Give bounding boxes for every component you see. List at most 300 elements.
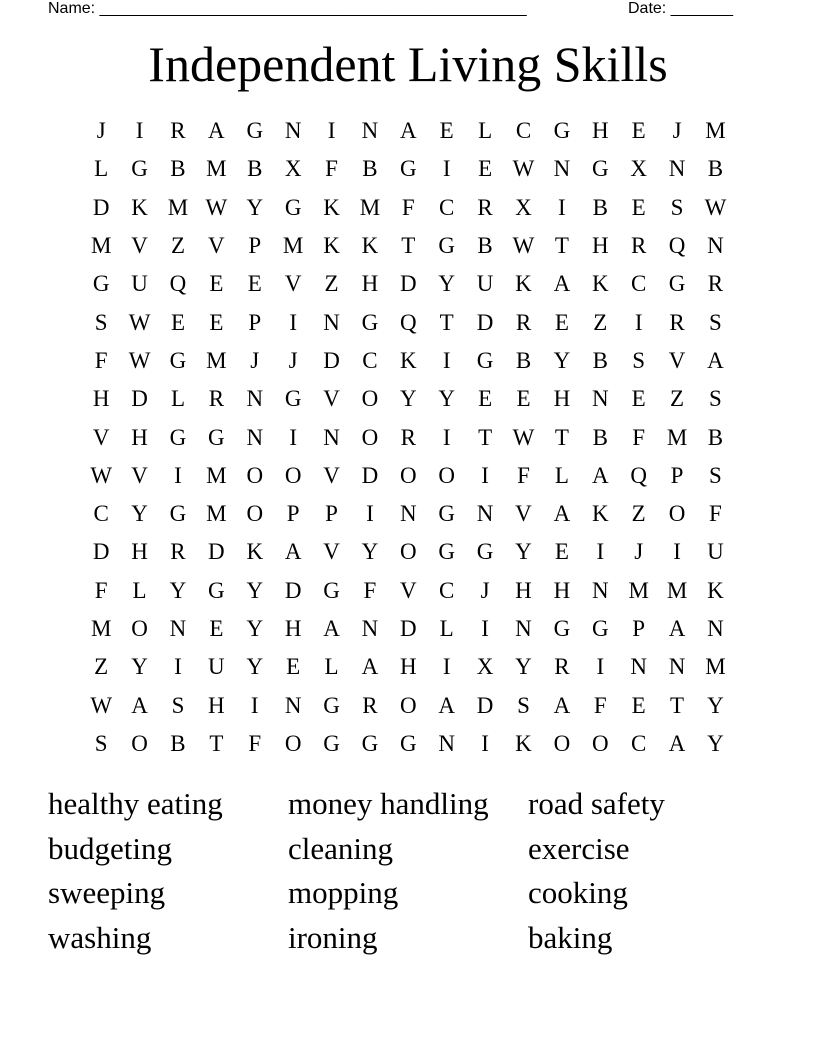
grid-letter: O	[284, 462, 302, 488]
grid-letter: D	[208, 539, 225, 565]
grid-letter: J	[672, 118, 682, 144]
date-field-label: Date: _______	[628, 0, 733, 17]
grid-letter: J	[480, 577, 490, 603]
grid-letter: H	[131, 539, 148, 565]
grid-letter: E	[170, 309, 185, 335]
grid-letter: N	[400, 501, 417, 527]
grid-letter: Y	[169, 577, 187, 603]
grid-letter: V	[668, 347, 686, 373]
grid-letter: L	[132, 577, 147, 603]
grid-letter: D	[323, 347, 340, 373]
grid-letter: U	[707, 539, 724, 565]
grid-letter: A	[284, 539, 302, 565]
grid-letter: S	[709, 386, 722, 412]
grid-letter: G	[92, 271, 110, 297]
grid-letter: E	[631, 386, 646, 412]
grid-letter: H	[400, 654, 417, 680]
grid-letter: N	[361, 616, 379, 641]
grid-letter: N	[323, 309, 340, 335]
grid-letter: N	[630, 654, 647, 680]
word-list-item: sweeping	[48, 875, 166, 910]
grid-letter: R	[515, 309, 532, 335]
grid-letter: M	[705, 654, 726, 680]
grid-letter: U	[131, 271, 148, 297]
grid-letter: Y	[131, 501, 148, 527]
grid-letter: W	[512, 156, 535, 182]
grid-letter: T	[670, 692, 685, 718]
grid-letter: G	[208, 424, 225, 450]
grid-letter: G	[553, 118, 571, 144]
grid-letter: L	[324, 654, 339, 680]
grid-letter: R	[707, 271, 724, 297]
grid-letter: K	[515, 271, 532, 297]
grid-letter: V	[323, 539, 340, 565]
grid-letter: S	[709, 462, 722, 488]
grid-letter: G	[246, 118, 264, 144]
grid-letter: V	[400, 577, 417, 603]
grid-letter: Y	[515, 654, 532, 680]
grid-letter: A	[668, 616, 686, 641]
grid-letter: Y	[361, 539, 379, 565]
grid-letter: M	[206, 347, 227, 373]
grid-letter: O	[591, 730, 609, 756]
grid-letter: E	[554, 309, 569, 335]
grid-letter: P	[325, 501, 338, 527]
grid-letter: H	[591, 118, 609, 144]
grid-letter: C	[439, 577, 455, 603]
grid-letter: S	[94, 309, 108, 335]
grid-letter: V	[131, 233, 148, 259]
grid-letter: P	[248, 233, 262, 259]
grid-letter: Y	[246, 194, 264, 220]
grid-letter: I	[289, 309, 297, 335]
grid-letter: I	[558, 194, 566, 220]
grid-letter: T	[439, 309, 454, 335]
grid-letter: Z	[670, 386, 685, 412]
grid-letter: M	[90, 233, 112, 259]
grid-letter: B	[707, 424, 724, 450]
grid-letter: I	[481, 462, 489, 488]
word-list-item: road safety	[528, 786, 665, 821]
grid-letter: R	[170, 539, 186, 565]
grid-letter: S	[517, 692, 530, 718]
grid-letter: K	[246, 539, 264, 565]
grid-letter: A	[400, 118, 417, 144]
grid-letter: G	[668, 271, 686, 297]
grid-letter: W	[128, 309, 151, 335]
grid-letter: Q	[169, 271, 187, 297]
name-field-label: Name: ________________________________________________	[48, 0, 527, 17]
grid-letter: P	[632, 616, 646, 641]
grid-letter: N	[668, 156, 686, 182]
grid-letter: E	[631, 194, 646, 220]
grid-letter: N	[591, 386, 609, 412]
word-list-item: cleaning	[288, 830, 394, 866]
word-list-item: baking	[528, 919, 613, 955]
grid-letter: K	[591, 271, 609, 297]
grid-letter: O	[438, 462, 456, 488]
grid-letter: I	[596, 654, 605, 680]
grid-letter: N	[284, 692, 302, 718]
grid-letter: I	[327, 118, 336, 144]
grid-letter: R	[208, 386, 225, 412]
grid-letter: E	[478, 386, 493, 412]
grid-letter: K	[591, 501, 609, 527]
grid-letter: I	[442, 654, 451, 680]
grid-letter: K	[323, 233, 340, 259]
grid-letter: G	[438, 501, 456, 527]
grid-letter: X	[284, 156, 302, 182]
grid-letter: X	[630, 156, 647, 182]
grid-letter: B	[362, 156, 378, 182]
grid-letter: E	[554, 539, 569, 565]
grid-letter: G	[169, 501, 187, 527]
grid-letter: D	[92, 194, 110, 220]
word-list-item: washing	[48, 919, 152, 955]
grid-letter: C	[93, 501, 109, 527]
grid-letter: W	[128, 347, 151, 373]
grid-letter: Y	[438, 271, 456, 297]
grid-letter: G	[284, 194, 302, 220]
grid-letter: E	[247, 271, 262, 297]
grid-letter: G	[284, 386, 302, 412]
grid-letter: M	[282, 233, 304, 259]
grid-letter: N	[515, 616, 532, 641]
grid-letter: G	[438, 539, 456, 565]
grid-letter: D	[476, 692, 494, 718]
grid-letter: C	[630, 271, 647, 297]
grid-letter: T	[554, 233, 569, 259]
grid-letter: W	[90, 692, 113, 718]
grid-letter: S	[709, 309, 722, 335]
grid-letter: K	[323, 194, 340, 220]
grid-letter: G	[169, 424, 187, 450]
grid-letter: R	[400, 424, 416, 450]
grid-letter: D	[400, 271, 417, 297]
grid-letter: A	[553, 501, 571, 527]
grid-letter: N	[707, 616, 724, 641]
grid-letter: Y	[515, 539, 532, 565]
grid-letter: F	[593, 692, 607, 718]
grid-letter: G	[438, 233, 456, 259]
grid-letter: G	[591, 616, 609, 641]
grid-letter: Y	[246, 654, 264, 680]
grid-letter: N	[476, 501, 494, 527]
grid-letter: D	[361, 462, 379, 488]
grid-letter: Y	[707, 730, 724, 756]
grid-letter: I	[250, 692, 259, 718]
grid-letter: L	[554, 462, 569, 488]
grid-letter: H	[284, 616, 302, 641]
grid-letter: I	[174, 654, 182, 680]
grid-letter: L	[94, 156, 109, 182]
grid-letter: R	[477, 194, 493, 220]
grid-letter: Q	[668, 233, 686, 259]
grid-letter: O	[400, 692, 417, 718]
grid-letter: U	[208, 654, 225, 680]
grid-letter: F	[325, 156, 338, 182]
grid-letter: A	[591, 462, 609, 488]
grid-letter: Y	[246, 577, 264, 603]
grid-letter: G	[553, 616, 571, 641]
grid-letter: Y	[131, 654, 148, 680]
grid-letter: F	[401, 194, 415, 220]
grid-letter: I	[366, 501, 374, 527]
word-list-item: healthy eating	[48, 786, 223, 821]
grid-letter: N	[169, 616, 187, 641]
grid-letter: K	[707, 577, 724, 603]
word-list-item: budgeting	[48, 830, 172, 866]
grid-letter: F	[248, 730, 262, 756]
grid-letter: B	[247, 156, 263, 182]
grid-letter: O	[361, 424, 379, 450]
grid-letter: W	[90, 462, 113, 488]
grid-letter: M	[359, 194, 381, 220]
grid-letter: W	[205, 194, 228, 220]
grid-letter: I	[481, 730, 489, 756]
grid-letter: I	[135, 118, 144, 144]
grid-letter: I	[634, 309, 643, 335]
grid-letter: J	[96, 118, 106, 144]
grid-letter: I	[442, 347, 451, 373]
grid-letter: Y	[438, 386, 456, 412]
grid-letter: O	[400, 462, 417, 488]
grid-letter: M	[206, 156, 227, 182]
grid-letter: V	[92, 424, 110, 450]
grid-letter: I	[596, 539, 605, 565]
grid-letter: R	[170, 118, 186, 144]
grid-letter: B	[170, 156, 186, 182]
grid-letter: D	[284, 577, 302, 603]
grid-letter: O	[361, 386, 379, 412]
grid-letter: O	[131, 730, 148, 756]
grid-letter: T	[554, 424, 569, 450]
grid-letter: E	[516, 386, 531, 412]
grid-letter: W	[512, 233, 535, 259]
grid-letter: G	[476, 539, 494, 565]
grid-letter: B	[477, 233, 493, 259]
grid-letter: C	[630, 730, 647, 756]
grid-letter: B	[592, 347, 608, 373]
grid-letter: F	[94, 577, 108, 603]
grid-letter: U	[476, 271, 494, 297]
grid-letter: A	[438, 692, 456, 718]
word-list	[48, 782, 768, 960]
grid-letter: I	[442, 424, 451, 450]
grid-letter: C	[515, 118, 532, 144]
grid-letter: E	[209, 309, 224, 335]
grid-letter: O	[400, 539, 417, 565]
grid-letter: A	[707, 347, 724, 373]
grid-letter: S	[94, 730, 108, 756]
grid-letter: E	[286, 654, 301, 680]
grid-letter: M	[90, 616, 112, 641]
grid-letter: G	[476, 347, 494, 373]
grid-letter: D	[476, 309, 494, 335]
grid-letter: S	[632, 347, 646, 373]
grid-letter: B	[515, 347, 532, 373]
grid-letter: X	[515, 194, 532, 220]
grid-letter: H	[591, 233, 609, 259]
grid-letter: D	[400, 616, 417, 641]
grid-letter: I	[174, 462, 182, 488]
grid-letter: V	[323, 462, 340, 488]
grid-letter: Y	[246, 616, 264, 641]
grid-letter: G	[591, 156, 609, 182]
grid-letter: J	[634, 539, 644, 565]
grid-letter: L	[478, 118, 493, 144]
grid-letter: D	[131, 386, 148, 412]
grid-letter: N	[591, 577, 609, 603]
grid-letter: J	[288, 347, 298, 373]
grid-letter: N	[668, 654, 686, 680]
grid-letter: F	[632, 424, 646, 450]
grid-letter: I	[673, 539, 681, 565]
grid-letter: S	[171, 692, 185, 718]
grid-letter: G	[361, 730, 379, 756]
grid-letter: A	[553, 271, 571, 297]
grid-letter: K	[515, 730, 532, 756]
grid-letter: F	[517, 462, 530, 488]
grid-letter: H	[131, 424, 148, 450]
grid-letter: O	[246, 462, 264, 488]
grid-letter: V	[131, 462, 148, 488]
grid-letter: Z	[170, 233, 185, 259]
grid-letter: V	[515, 501, 532, 527]
grid-letter: G	[323, 692, 340, 718]
word-list-item: ironing	[288, 919, 378, 955]
grid-letter: Z	[631, 501, 646, 527]
grid-letter: O	[131, 616, 148, 641]
grid-letter: G	[208, 577, 225, 603]
grid-letter: E	[478, 156, 493, 182]
grid-letter: Y	[553, 347, 571, 373]
grid-letter: W	[512, 424, 535, 450]
grid-letter: I	[481, 616, 489, 641]
word-list-item: exercise	[528, 830, 630, 866]
header-line	[48, 0, 733, 18]
grid-letter: B	[170, 730, 186, 756]
word-list-item: money handling	[288, 786, 489, 821]
grid-letter: O	[284, 730, 302, 756]
grid-letter: Y	[400, 386, 417, 412]
grid-letter: L	[439, 616, 454, 641]
grid-letter: H	[553, 386, 571, 412]
grid-letter: D	[92, 539, 110, 565]
grid-letter: F	[94, 347, 108, 373]
grid-letter: Y	[707, 692, 724, 718]
grid-letter: N	[246, 386, 264, 412]
grid-letter: R	[362, 692, 378, 718]
letter-grid	[82, 112, 735, 763]
grid-letter: Z	[593, 309, 608, 335]
grid-letter: F	[709, 501, 722, 527]
grid-letter: O	[553, 730, 571, 756]
grid-letter: J	[250, 347, 260, 373]
grid-letter: Q	[400, 309, 417, 335]
grid-letter: X	[476, 654, 494, 680]
grid-letter: M	[167, 194, 189, 220]
grid-letter: A	[361, 654, 379, 680]
grid-letter: M	[206, 501, 227, 527]
grid-letter: E	[631, 118, 646, 144]
grid-letter: T	[209, 730, 224, 756]
grid-letter: A	[323, 616, 340, 641]
grid-letter: M	[666, 577, 688, 603]
grid-letter: I	[442, 156, 451, 182]
grid-letter: H	[361, 271, 379, 297]
grid-letter: P	[286, 501, 300, 527]
grid-letter: R	[554, 654, 570, 680]
grid-letter: H	[92, 386, 110, 412]
grid-letter: K	[361, 233, 379, 259]
grid-letter: B	[592, 424, 608, 450]
grid-letter: N	[553, 156, 571, 182]
grid-letter: B	[592, 194, 608, 220]
grid-letter: Z	[324, 271, 339, 297]
grid-letter: V	[323, 386, 340, 412]
grid-letter: N	[246, 424, 264, 450]
grid-letter: A	[131, 692, 148, 718]
grid-letter: H	[208, 692, 225, 718]
grid-letter: P	[248, 309, 262, 335]
grid-letter: H	[553, 577, 571, 603]
grid-letter: B	[707, 156, 724, 182]
grid-letter: N	[707, 233, 724, 259]
grid-letter: V	[284, 271, 302, 297]
word-list-item: mopping	[288, 875, 399, 910]
grid-letter: R	[669, 309, 685, 335]
grid-letter: C	[439, 194, 455, 220]
grid-letter: F	[363, 577, 377, 603]
grid-letter: E	[439, 118, 454, 144]
grid-letter: V	[208, 233, 225, 259]
grid-letter: G	[400, 730, 417, 756]
grid-letter: G	[131, 156, 148, 182]
grid-letter: K	[131, 194, 148, 220]
grid-letter: O	[246, 501, 264, 527]
grid-letter: G	[400, 156, 417, 182]
grid-letter: R	[630, 233, 647, 259]
grid-letter: H	[515, 577, 532, 603]
grid-letter: K	[400, 347, 417, 373]
grid-letter: G	[323, 730, 340, 756]
word-list-item: cooking	[528, 875, 628, 910]
grid-letter: A	[208, 118, 225, 144]
grid-letter: Z	[94, 654, 109, 680]
grid-letter: N	[438, 730, 456, 756]
grid-letter: L	[170, 386, 185, 412]
grid-letter: P	[670, 462, 684, 488]
grid-letter: T	[478, 424, 493, 450]
grid-letter: N	[323, 424, 340, 450]
grid-letter: I	[289, 424, 297, 450]
grid-letter: E	[631, 692, 646, 718]
grid-letter: M	[206, 462, 227, 488]
grid-letter: G	[361, 309, 379, 335]
grid-letter: G	[169, 347, 187, 373]
grid-letter: A	[553, 692, 571, 718]
grid-letter: N	[284, 118, 302, 144]
grid-letter: Q	[630, 462, 647, 488]
grid-letter: A	[668, 730, 686, 756]
grid-letter: G	[323, 577, 340, 603]
grid-letter: O	[668, 501, 686, 527]
grid-letter: E	[209, 271, 224, 297]
page-title: Independent Living Skills	[148, 36, 668, 92]
grid-letter: E	[209, 616, 224, 641]
grid-letter: M	[705, 118, 726, 144]
